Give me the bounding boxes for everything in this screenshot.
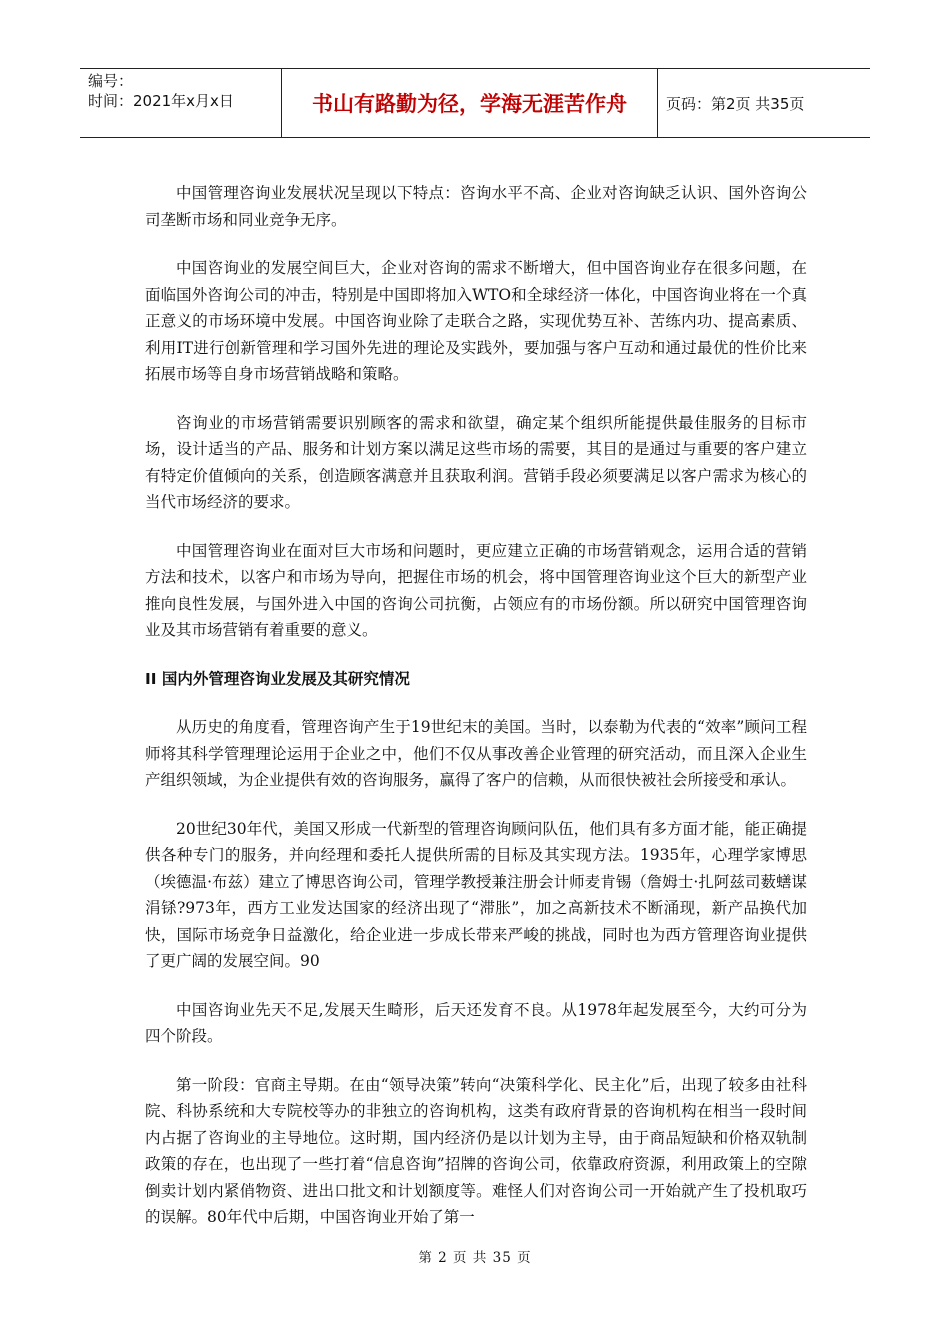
paragraph: 中国管理咨询业在面对巨大市场和问题时，更应建立正确的市场营销观念，运用合适的营销方法和技术，以客户和市场为导向，把握住市场的机会，将中国管理咨询业这个巨大的新型产业推向良性发展，与国外进入中国的咨询公司抗衡，占领应有的市场份额。所以研究中国管理咨询业及其市场营销有着重要的意义。: [145, 541, 807, 639]
document-body: [145, 180, 807, 1253]
section-heading: II 国内外管理咨询业发展及其研究情况: [145, 669, 410, 688]
header-motto: 书山有路勤为径，学海无涯苦作舟: [282, 69, 658, 137]
paragraph: 从历史的角度看，管理咨询产生于19世纪末的美国。当时，以泰勒为代表的“效率”顾问工程师将其科学管理理论运用于企业之中，他们不仅从事改善企业管理的研究活动，而且深入企业生产组织领域，为企业提供有效的咨询服务，赢得了客户的信赖，从而很快被社会所接受和承认。: [145, 718, 807, 789]
doc-number-label: 编号：: [88, 72, 134, 90]
paragraph: 中国管理咨询业发展状况呈现以下特点：咨询水平不高、企业对咨询缺乏认识、国外咨询公司垄断市场和同业竞争无序。: [145, 184, 807, 229]
page-footer: 第 2 页 共 35 页: [418, 1250, 532, 1266]
paragraph: 第一阶段：官商主导期。在由“领导决策”转向“决策科学化、民主化”后，出现了较多由社科院、科协系统和大专院校等办的非独立的咨询机构，这类有政府背景的咨询机构在相当一段时间内占据了咨询业的主导地位。这时期，国内经济仍是以计划为主导，由于商品短缺和价格双轨制政策的存在，也出现了一些打着“信息咨询”招牌的咨询公司，依靠政府资源，利用政策上的空隙倒卖计划内紧俏物资、进出口批文和计划额度等。难怪人们对咨询公司一开始就产生了投机取巧的误解。80年代中后期，中国咨询业开始了第一: [145, 1075, 807, 1226]
doc-date-label: 时间：2021年x月x日: [88, 92, 234, 110]
paragraph: 咨询业的市场营销需要识别顾客的需求和欲望，确定某个组织所能提供最佳服务的目标市场，设计适当的产品、服务和计划方案以满足这些市场的需要，其目的是通过与重要的客户建立有特定价值倾向的关系，创造顾客满意并且获取利润。营销手段必须要满足以客户需求为核心的当代市场经济的要求。: [145, 413, 807, 511]
header-meta: [80, 69, 282, 137]
header-page-number: 页码：第2页 共35页: [666, 94, 805, 113]
paragraph: 中国咨询业的发展空间巨大，企业对咨询的需求不断增大，但中国咨询业存在很多问题，在面临国外咨询公司的冲击，特别是中国即将加入WTO和全球经济一体化，中国咨询业将在一个真正意义的市场环境中发展。中国咨询业除了走联合之路，实现优势互补、苦练内功、提高素质、利用IT进行创新管理和学习国外先进的理论及实践外，要加强与客户互动和通过最优的性价比来拓展市场等自身市场营销战略和策略。: [145, 259, 807, 383]
paragraph: 20世纪30年代，美国又形成一代新型的管理咨询顾问队伍，他们具有多方面才能，能正确提供各种专门的服务，并向经理和委托人提供所需的目标及其实现方法。1935年，心理学家博思（埃德温·布兹）建立了博思咨询公司，管理学教授兼注册会计师麦肯锡（詹姆士·扎阿兹司薮蟮谋涓铩?973年，西方工业发达国家的经济出现了“滞胀”，加之高新技术不断涌现，新产品换代加快，国际市场竞争日益激化，给企业进一步成长带来严峻的挑战，同时也为西方管理咨询业提供了更广阔的发展空间。90: [145, 819, 807, 970]
page-header: [80, 68, 870, 138]
paragraph: 中国咨询业先天不足,发展天生畸形，后天还发育不良。从1978年起发展至今，大约可分为四个阶段。: [145, 1000, 807, 1045]
